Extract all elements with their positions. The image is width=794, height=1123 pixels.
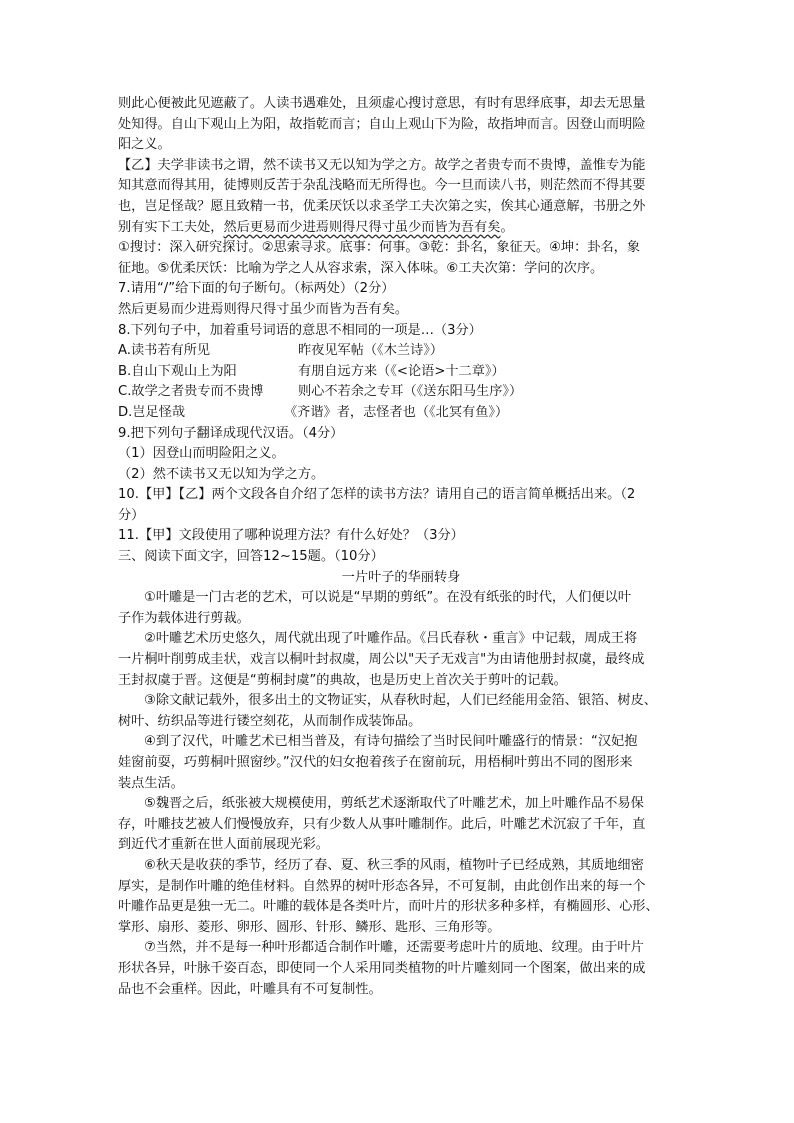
question-8 — [118, 321, 678, 424]
article-paragraph — [118, 794, 678, 856]
text-line: 厚实，是制作叶雕的绝佳材料。自然界的树叶形态各异，不可复制，由此创作出来的每一个 — [118, 878, 646, 894]
question-9 — [118, 424, 678, 486]
question-11: 11.【甲】文段使用了哪种说理方法？有什么好处？（3分） — [118, 528, 464, 544]
option-left: D.岂足怪哉 — [118, 404, 186, 420]
text-line: 装点生活。 — [118, 775, 184, 791]
option-left: C.故学之者贵专而不贵博 — [118, 384, 264, 400]
text-line: ④到了汉代，叶雕艺术已相当普及，有诗句描绘了当时民间叶雕盛行的情景：“汉妃抱 — [144, 734, 638, 750]
option-right: 《齐谐》者，志怪者也（《北冥有鱼》） — [284, 404, 509, 420]
article-body — [118, 588, 678, 1000]
question-sentence: 然后更易而少进焉则得尺得寸虽少而皆为吾有矣。 — [118, 301, 409, 317]
text-line: 品也不会重样。因此，叶雕具有不可复制性。 — [118, 981, 382, 997]
text-line: ⑤魏晋之后，纸张被大规模使用，剪纸艺术逐渐取代了叶雕艺术，加上叶雕作品不易保 — [144, 796, 644, 812]
article-paragraph — [118, 938, 678, 1000]
option-a — [118, 341, 678, 362]
text-line: 处知得。自山下观山上为阳，故指乾而言；自山上观山下为险，故指坤而言。因登山而明险 — [118, 116, 646, 132]
question-prompt-cont: 分） — [118, 507, 145, 523]
text-line: 娃窗前耍，巧剪桐叶照窗纱。”汉代的妇女抱着孩子在窗前玩，用梧桐叶剪出不同的图形来 — [118, 755, 633, 770]
text-line: 到近代才重新在世人面前展现光彩。 — [118, 837, 329, 853]
text-line: 子作为载体进行剪裁。 — [118, 610, 250, 626]
option-c — [118, 382, 678, 403]
option-right: 昨夜见军帖（《木兰诗》） — [298, 343, 444, 359]
article-paragraph — [118, 856, 678, 938]
text-line: 叶雕作品更是独一无二。叶雕的载体是各类叶片，而叶片的形状多种多样，有椭圆形、心形、 — [118, 899, 659, 915]
text-line: 形状各异，叶脉千姿百态，即使同一个人采用同类植物的叶片雕刻同一个图案，做出来的成 — [118, 960, 646, 976]
text-line: ⑦当然，并不是每一种叶形都适合制作叶雕，还需要考虑叶片的质地、纹理。由于叶片 — [144, 940, 644, 956]
text-line — [118, 218, 678, 239]
article-title: 一片叶子的华丽转身 — [341, 569, 461, 585]
option-right: 则心不若余之专耳（《送东阳马生序》） — [298, 384, 523, 400]
question-prompt: 10.【甲】【乙】两个文段各自介绍了怎样的读书方法？请用自己的语言简单概括出来。（2 — [118, 487, 636, 503]
text-segment: 别有实下工夫处， — [118, 219, 224, 235]
question-7 — [118, 279, 678, 320]
article — [118, 568, 678, 1000]
text-line: 【乙】夫学非读书之谓，然不读书又无以知为学之方。故学之者贵专而不贵博，盖惟专为能 — [118, 157, 646, 173]
question-prompt: 8.下列句子中，加着重号词语的意思不相同的一项是…（3分） — [118, 322, 482, 338]
option-b — [118, 362, 678, 383]
text-line: 也，岂足怪哉？愿且致精一书，优柔厌饫以求圣学工夫次第之实，俟其心通意解，书册之外 — [118, 198, 646, 214]
article-paragraph — [118, 629, 678, 691]
option-d — [118, 403, 678, 424]
text-line: 掌形、扇形、菱形、卵形、圆形、针形、鳞形、匙形、三角形等。 — [118, 919, 501, 935]
text-line: 树叶、纺织品等进行镂空刻花，从而制作成装饰品。 — [118, 713, 422, 729]
question-item: （1）因登山而明险阳之义。 — [118, 446, 285, 462]
note-line: 征地。⑤优柔厌饫：比喻为学之人从容求索，深入体味。⑥工夫次第：学问的次序。 — [118, 260, 604, 276]
text-line: ③除文献记载外，很多出土的文物证实，从春秋时起，人们已经能用金箔、银箔、树皮、 — [144, 693, 657, 709]
text-line: 阳之义。 — [118, 137, 171, 153]
article-paragraph — [118, 732, 678, 794]
text-line: ⑥秋天是收获的季节，经历了春、夏、秋三季的风雨，植物叶子已经成熟，其质地细密 — [144, 857, 644, 873]
text-segment: 。 — [500, 219, 514, 235]
note-line: ①搜讨：深入研究探讨。②思索寻求。底事：何事。③乾：卦名，象征天。④坤：卦名，象 — [118, 240, 641, 256]
option-left: A.读书若有所见 — [118, 343, 211, 359]
annotations — [118, 238, 678, 279]
question-10 — [118, 485, 678, 526]
wavy-underlined-sentence: 然后更易而少进焉则得尺得寸虽少而皆为吾有矣 — [223, 219, 501, 235]
text-line: 则此心便被此见遮蔽了。人读书遇难处，且须虚心搜讨意思，有时有思绎底事，却去无思量 — [118, 96, 646, 111]
option-right: 有朋自远方来（《<论语>十二章》） — [298, 363, 505, 379]
article-paragraph — [118, 588, 678, 629]
article-paragraph — [118, 691, 678, 732]
text-line: 知其意而得其用，徒博则反苦于杂乱浅略而无所得也。今一旦而读八书，则茫然而不得其要 — [118, 178, 646, 194]
passage-jia-tail — [118, 94, 678, 156]
text-line: 一片桐叶削剪成圭状，戏言以桐叶封叔虞，周公以"天子无戏言"为由请他册封叔虞，最终成 — [118, 652, 645, 668]
question-prompt: 9.把下列句子翻译成现代汉语。（4分） — [118, 425, 344, 441]
section-heading: 三、阅读下面文字，回答12~15题。（10分） — [118, 549, 384, 565]
document-page — [118, 94, 678, 1000]
text-line: ②叶雕艺术历史悠久，周代就出现了叶雕作品。《吕氏春秋・重言》中记载，周成王将 — [144, 631, 638, 647]
text-line: ①叶雕是一门古老的艺术，可以说是“早期的剪纸”。在没有纸张的时代，人们便以叶 — [144, 590, 632, 606]
option-left: B.自山下观山上为阳 — [118, 363, 237, 379]
text-line: 王封叔虞于晋。这便是“剪桐封虞”的典故，也是历史上首次关于剪叶的记载。 — [118, 672, 567, 688]
question-item: （2）然不读书又无以知为学之方。 — [118, 466, 325, 482]
passage-yi — [118, 156, 678, 238]
text-line: 存，叶雕技艺被人们慢慢放弃，只有少数人从事叶雕制作。此后，叶雕艺术沉寂了千年，直 — [118, 816, 646, 832]
question-prompt: 7.请用“/”给下面的句子断句。（标两处）（2分） — [118, 281, 395, 297]
